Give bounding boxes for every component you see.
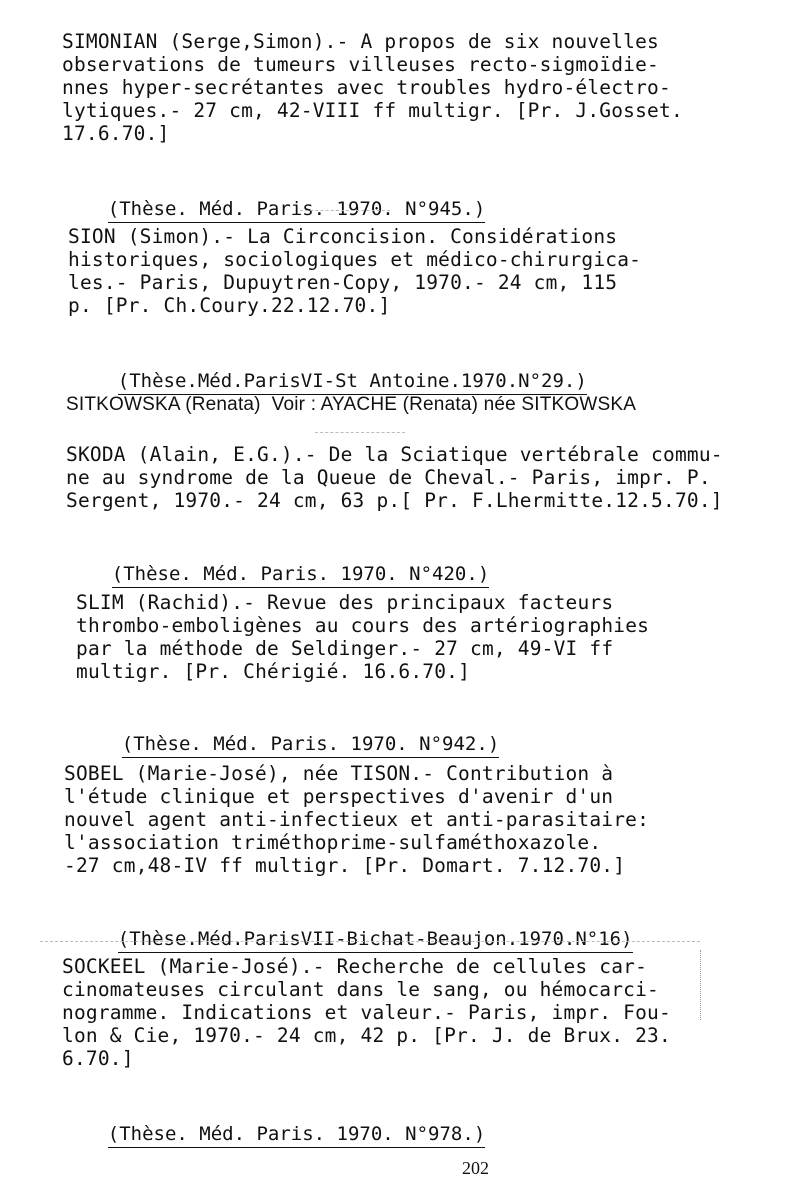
separator-line bbox=[315, 432, 405, 433]
entry-text-line: 17.6.70.] bbox=[62, 122, 170, 145]
entry-text-line: -27 cm,48-IV ff multigr. [Pr. Domart. 7.12.70.] bbox=[64, 854, 626, 877]
bibliography-entry bbox=[66, 393, 636, 416]
entry-text-line: SKODA (Alain, E.G.).- De la Sciatique vertébrale commu- bbox=[66, 443, 723, 466]
bibliography-entry bbox=[62, 30, 683, 145]
entry-text-line: historiques, sociologiques et médico-chirurgica- bbox=[68, 248, 642, 271]
entry-text-line: ne au syndrome de la Queue de Cheval.- Paris, impr. P. bbox=[66, 466, 711, 489]
separator-line bbox=[300, 210, 390, 211]
entry-text-line: SOBEL (Marie-José), née TISON.- Contribution à bbox=[64, 762, 614, 785]
entry-text-line: multigr. [Pr. Chérigié. 16.6.70.] bbox=[76, 660, 471, 683]
thesis-text: (Thèse. Méd. Paris. 1970. N°420.) bbox=[111, 563, 490, 585]
bibliography-entry bbox=[64, 762, 649, 877]
entry-text-line: SION (Simon).- La Circoncision. Considérations bbox=[68, 225, 618, 248]
thesis-text: (Thèse.Méd.ParisVII-Bichat-Beaujon.1970.N°16) bbox=[117, 928, 633, 950]
bibliography-entry bbox=[76, 591, 649, 683]
entry-text-line: les.- Paris, Dupuytren-Copy, 1970.- 24 cm, 115 bbox=[68, 271, 618, 294]
entry-text-line: SOCKEEL (Marie-José).- Recherche de cellules car- bbox=[62, 955, 648, 978]
entry-text-line: observations de tumeurs villeuses recto-sigmoïdie- bbox=[62, 53, 659, 76]
entry-text-line: Sergent, 1970.- 24 cm, 63 p.[ Pr. F.Lhermitte.12.5.70.] bbox=[66, 489, 723, 512]
thesis-text: (Thèse.Méd.ParisVI-St Antoine.1970.N°29.) bbox=[117, 370, 587, 392]
entry-text-line: cinomateuses circulant dans le sang, ou hémocarci- bbox=[62, 978, 659, 1001]
thesis-text: (Thèse. Méd. Paris. 1970. N°942.) bbox=[121, 733, 500, 755]
entry-text-line: lytiques.- 27 cm, 42-VIII ff multigr. [Pr. J.Gosset. bbox=[62, 99, 683, 122]
entry-text-line: thrombo-emboligènes au cours des artériographies bbox=[76, 614, 650, 637]
entry-text-line: lon & Cie, 1970.- 24 cm, 42 p. [Pr. J. de Brux. 23. bbox=[62, 1024, 671, 1047]
entry-text-line: SIMONIAN (Serge,Simon).- A propos de six nouvelles bbox=[62, 30, 659, 53]
entry-text-line: l'association triméthoprime-sulfaméthoxazole. bbox=[64, 831, 602, 854]
bibliography-entry bbox=[68, 225, 641, 317]
margin-mark bbox=[700, 950, 701, 1020]
entry-text-line: 6.70.] bbox=[62, 1047, 134, 1070]
entry-text-line: nogramme. Indications et valeur.- Paris, impr. Fou- bbox=[62, 1001, 671, 1024]
entry-text-line: l'étude clinique et perspectives d'avenir d'un bbox=[64, 785, 614, 808]
page-number: 202 bbox=[462, 1158, 489, 1178]
entry-text-line: p. [Pr. Ch.Coury.22.12.70.] bbox=[68, 294, 391, 317]
thesis-reference bbox=[62, 1101, 485, 1167]
entry-text-line: SLIM (Rachid).- Revue des principaux facteurs bbox=[76, 591, 614, 614]
bibliography-entry bbox=[62, 955, 671, 1070]
thesis-text: (Thèse. Méd. Paris. 1970. N°945.) bbox=[107, 198, 486, 220]
entry-text-line: SITKOWSKA (Renata) Voir : AYACHE (Renata) née SITKOWSKA bbox=[66, 394, 637, 415]
entry-text-line: nouvel agent anti-infectieux et anti-parasitaire: bbox=[64, 808, 650, 831]
thesis-text: (Thèse. Méd. Paris. 1970. N°978.) bbox=[107, 1123, 486, 1145]
entry-text-line: par la méthode de Seldinger.- 27 cm, 49-VI ff bbox=[76, 637, 614, 660]
separator-line bbox=[40, 941, 700, 942]
entry-text-line: nnes hyper-secrétantes avec troubles hydro-électro- bbox=[62, 76, 671, 99]
bibliography-entry bbox=[66, 443, 723, 512]
